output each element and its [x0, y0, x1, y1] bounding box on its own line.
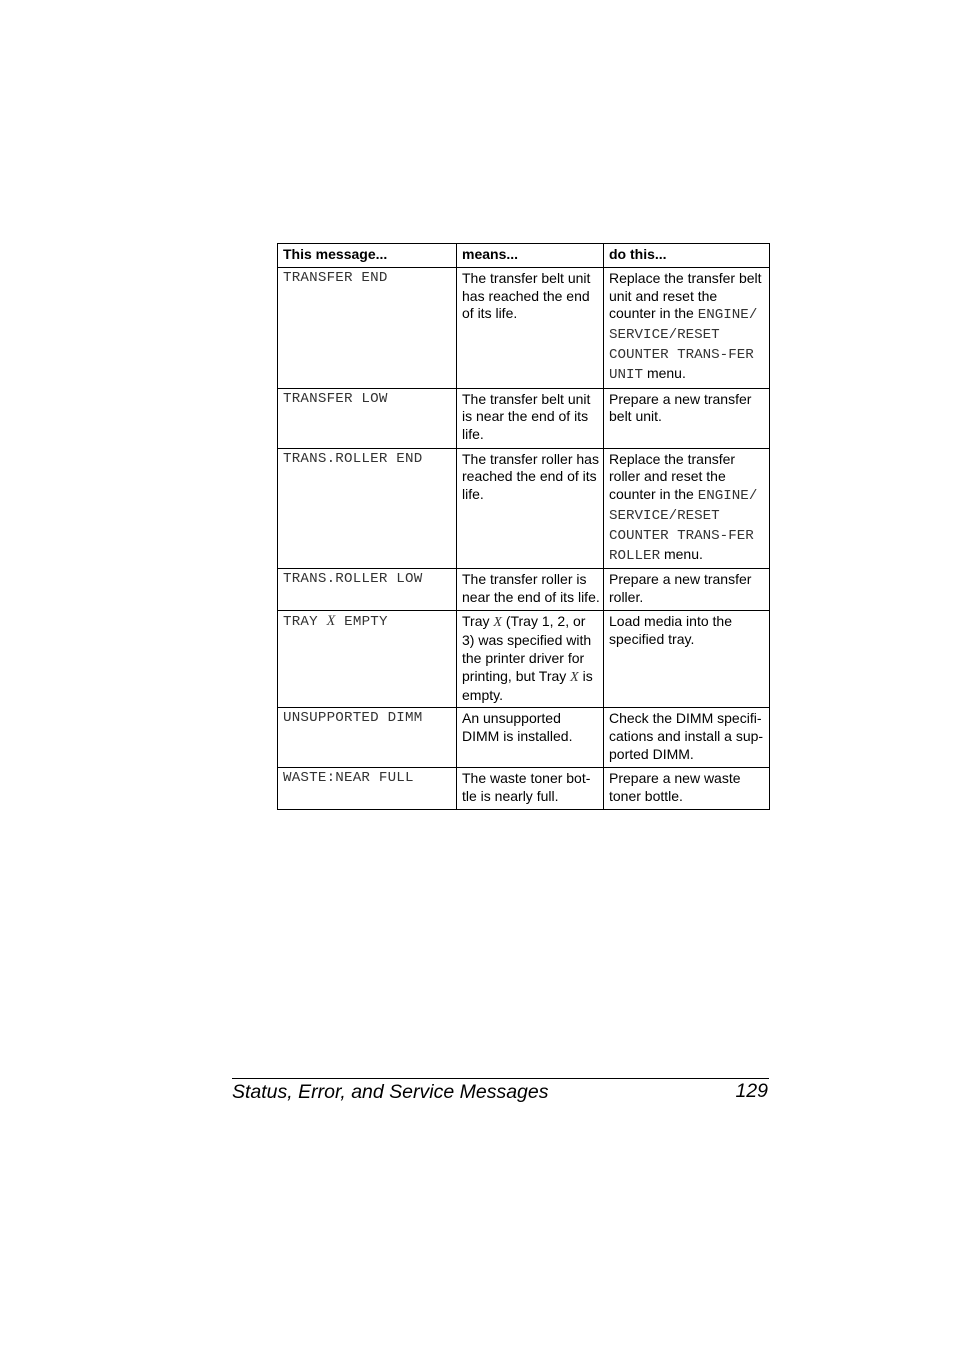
tray-variable: X [570, 669, 579, 685]
action-text-end: menu. [643, 364, 686, 381]
action-text-end: menu. [660, 545, 703, 562]
page-number: 129 [735, 1080, 768, 1102]
header-message: This message... [278, 244, 457, 268]
footer-section-title: Status, Error, and Service Messages [232, 1081, 549, 1103]
means-text: An unsupported DIMM is installed. [457, 708, 604, 767]
message-code: TRANSFER LOW [278, 388, 457, 448]
action-text: Prepare a new transfer roller. [604, 569, 770, 611]
message-code: UNSUPPORTED DIMM [278, 708, 457, 767]
menu-path: ENGINE/ SERVICE/RESET COUNTER TRANS-FER UNIT [609, 307, 758, 383]
action-text [604, 267, 770, 388]
message-code: TRANSFER END [278, 267, 457, 388]
action-text-start: Replace the transfer roller and reset the counter in the [609, 450, 736, 503]
action-text: Prepare a new waste toner bottle. [604, 767, 770, 809]
table-row [278, 569, 770, 611]
table-row [278, 267, 770, 388]
message-table [277, 243, 770, 810]
action-text [604, 448, 770, 569]
means-part-a: Tray [462, 613, 494, 630]
action-text: Prepare a new transfer belt unit. [604, 388, 770, 448]
message-code-end: EMPTY [335, 614, 388, 631]
means-text: The transfer roller is near the end of its life. [457, 569, 604, 611]
means-part-c: is empty. [462, 667, 593, 703]
table-row [278, 611, 770, 708]
tray-variable: X [493, 615, 502, 631]
message-code-start: TRAY [283, 614, 327, 631]
header-means: means... [457, 244, 604, 268]
action-text-start: Replace the transfer belt unit and reset the counter in the [609, 269, 762, 322]
means-text: The waste toner bot-tle is nearly full. [457, 767, 604, 809]
means-part-b: (Tray 1, 2, or 3) was specified with the printer driver for printing, but Tray [462, 613, 592, 684]
header-do-this: do this... [604, 244, 770, 268]
table-row [278, 448, 770, 569]
table-row [278, 388, 770, 448]
table-row [278, 767, 770, 809]
action-text: Check the DIMM specifi-cations and install a sup-ported DIMM. [604, 708, 770, 767]
message-code: TRANS.ROLLER LOW [278, 569, 457, 611]
table-header-row [278, 244, 770, 268]
message-code [278, 611, 457, 708]
tray-variable: X [326, 613, 336, 630]
message-code: WASTE:NEAR FULL [278, 767, 457, 809]
means-text: The transfer roller has reached the end of its life. [457, 448, 604, 569]
menu-path: ENGINE/ SERVICE/RESET COUNTER TRANS-FER ROLLER [609, 488, 758, 564]
table-row [278, 708, 770, 767]
message-code: TRANS.ROLLER END [278, 448, 457, 569]
action-text: Load media into the specified tray. [604, 611, 770, 708]
means-text: The transfer belt unit is near the end of its life. [457, 388, 604, 448]
means-text: The transfer belt unit has reached the end of its life. [457, 267, 604, 388]
footer-divider [232, 1078, 769, 1079]
means-text [457, 611, 604, 708]
